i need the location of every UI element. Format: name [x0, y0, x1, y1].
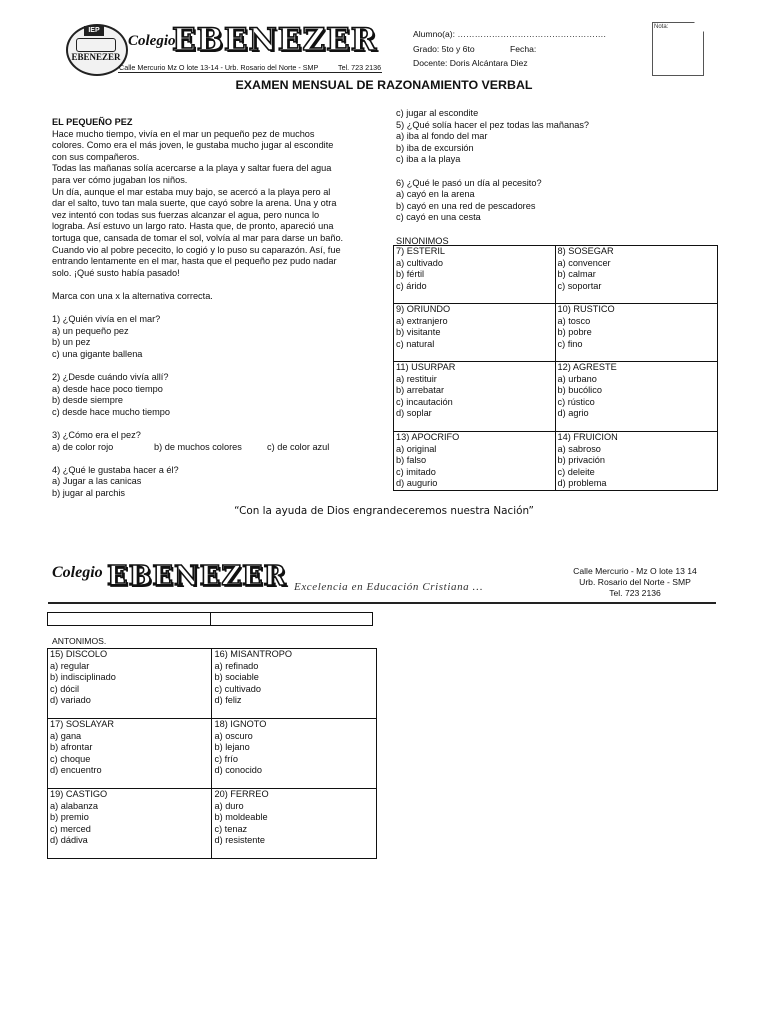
answer-option[interactable]: c) desde hace mucho tiempo: [52, 406, 170, 417]
answer-option[interactable]: d) resistente: [214, 835, 266, 846]
answer-option[interactable]: d) augurio: [396, 478, 438, 489]
question-5: 5) ¿Qué solía hacer el pez todas las mañanas?: [396, 119, 590, 130]
antonym-cell: [212, 789, 377, 859]
antonym-word: 16) MISANTROPO: [214, 649, 293, 659]
antonym-word: 17) SOSLAYAR: [50, 719, 114, 729]
antonym-word: 20) FERREO: [214, 789, 269, 799]
school-name-2: EBENEZER: [107, 561, 287, 592]
story-line: Un día, aunque el mar estaba muy bajo, se acercó a la playa pero al: [52, 186, 331, 197]
synonyms-label: SINONIMOS: [396, 235, 449, 246]
synonym-word: 10) RUSTICO: [557, 304, 615, 314]
story-line: para ver cómo jugaban los niños.: [52, 174, 188, 185]
answer-option[interactable]: b) falso: [396, 455, 427, 466]
answer-option[interactable]: a) desde hace poco tiempo: [52, 383, 163, 394]
synonym-cell: [555, 362, 718, 432]
antonym-word: 15) DISCOLO: [50, 649, 108, 659]
synonym-word: 13) APOCRIFO: [396, 432, 460, 442]
answer-option[interactable]: a) duro: [214, 800, 244, 811]
phone-line: Tel. 723 2136: [609, 588, 661, 598]
table-row: [394, 362, 718, 432]
answer-option[interactable]: a) urbano: [557, 373, 597, 384]
answer-option[interactable]: a) sabroso: [557, 443, 601, 454]
synonym-cell: [394, 246, 556, 304]
synonym-cell: [394, 362, 556, 432]
table-row: [48, 649, 377, 719]
story-line: Todas las mañanas solía acercarse a la playa y saltar fuera del agua: [52, 163, 332, 174]
page-title: EXAMEN MENSUAL DE RAZONAMIENTO VERBAL: [235, 78, 533, 92]
school-address: Calle Mercurio Mz O lote 13-14 - Urb. Rosario del Norte - SMP: [119, 63, 319, 72]
answer-option[interactable]: b) fértil: [396, 269, 425, 280]
colegio-label-2: Colegio: [52, 564, 103, 581]
answer-option[interactable]: a) tosco: [557, 315, 591, 326]
story-line: Hace mucho tiempo, vivía en el mar un pequeño pez de muchos: [52, 128, 315, 139]
answer-option[interactable]: c) incautación: [396, 396, 453, 407]
synonym-cell: [555, 304, 718, 362]
answer-option[interactable]: c) tenaz: [214, 823, 248, 834]
story-line: vez intentó con todas sus fuerzas alcanzar el agua, pero nunca lo: [52, 209, 320, 220]
synonym-word: 9) ORIUNDO: [396, 304, 451, 314]
answer-option[interactable]: a) un pequeño pez: [52, 325, 129, 336]
motto-quote: “Con la ayuda de Dios engrandeceremos nuestra Nación”: [234, 505, 534, 517]
antonyms-table: [47, 648, 377, 859]
answer-option[interactable]: c) deleite: [557, 466, 595, 477]
story-line: colores. Como era el más joven, le gustaba mucho jugar al escondite: [52, 140, 334, 151]
synonym-word: 8) SOSEGAR: [557, 246, 614, 256]
logo-iep-label: IEP: [84, 26, 104, 36]
answer-option[interactable]: b) premio: [50, 812, 89, 823]
answer-option[interactable]: a) de color rojo: [52, 441, 114, 452]
school-name: EBENEZER: [172, 22, 378, 58]
answer-option[interactable]: a) iba al fondo del mar: [396, 131, 488, 142]
answer-option[interactable]: b) calmar: [557, 269, 596, 280]
answer-option[interactable]: c) cayó en una cesta: [396, 212, 481, 223]
story-section: [52, 117, 343, 500]
story-line: con sus compañeros.: [52, 151, 140, 162]
question-4: 4) ¿Qué le gustaba hacer a él?: [52, 464, 179, 475]
answer-option[interactable]: b) moldeable: [214, 812, 268, 823]
synonym-word: 7) ESTERIL: [396, 246, 446, 256]
school-phone: Tel. 723 2136: [338, 63, 382, 72]
answer-option[interactable]: c) fino: [557, 338, 583, 349]
synonyms-table: [393, 245, 718, 491]
answer-option[interactable]: d) dádiva: [50, 835, 88, 846]
grade-box-label: Nota:: [654, 24, 669, 30]
synonym-cell: [394, 432, 556, 491]
address-line: Urb. Rosario del Norte - SMP: [579, 577, 691, 587]
answer-option[interactable]: c) iba a la playa: [396, 154, 461, 165]
date-field[interactable]: Fecha:: [510, 44, 537, 54]
answer-option[interactable]: c) cultivado: [214, 683, 261, 694]
story-line: dar el salto, tuvo tan mala suerte, que cayó sobre la arena. Una y otra: [52, 198, 337, 209]
story-line: tortuga que, cansada de tomar el sol, volvía al mar para darse un baño.: [52, 232, 344, 243]
table-row: [394, 246, 718, 304]
answer-option[interactable]: a) alabanza: [50, 800, 99, 811]
answer-option[interactable]: b) jugar al parchis: [52, 488, 126, 498]
synonym-word: 12) AGRESTE: [557, 362, 617, 372]
story-line: entrando lentamente en el mar, hasta que el pequeño pez pudo nadar: [52, 256, 337, 267]
tagline: Excelencia en Educación Cristiana …: [294, 581, 484, 593]
teacher-label: Docente: Doris Alcántara Diez: [413, 58, 528, 68]
antonym-word: 18) IGNOTO: [214, 719, 267, 729]
question-3: 3) ¿Cómo era el pez?: [52, 430, 141, 441]
answer-option[interactable]: a) convencer: [557, 257, 611, 268]
answer-option[interactable]: c) jugar al escondite: [396, 108, 479, 118]
answer-option[interactable]: d) problema: [557, 478, 607, 489]
answer-option[interactable]: a) cayó en la arena: [396, 189, 475, 200]
answer-option[interactable]: c) merced: [50, 823, 91, 834]
answer-option[interactable]: a) refinado: [214, 660, 259, 671]
antonym-cell: [48, 719, 212, 789]
answer-option[interactable]: b) bucólico: [557, 385, 602, 396]
antonym-cell: [48, 649, 212, 719]
answer-option[interactable]: d) feliz: [214, 695, 242, 706]
answer-option[interactable]: c) imitado: [396, 466, 436, 477]
story-line: lograba. Así estuvo un largo rato. Hasta que, de pronto, apareció una: [52, 221, 334, 232]
answer-option[interactable]: a) gana: [50, 730, 82, 741]
answer-option[interactable]: b) de muchos colores: [154, 441, 242, 452]
antonyms-label: ANTONIMOS.: [52, 636, 107, 646]
answer-option[interactable]: b) arrebatar: [396, 385, 445, 396]
antonym-cell: [48, 789, 212, 859]
table-row: [48, 719, 377, 789]
answer-option[interactable]: d) soplar: [396, 408, 432, 419]
synonym-word: 14) FRUICION: [557, 432, 618, 442]
question-6: 6) ¿Qué le pasó un día al pecesito?: [396, 177, 542, 188]
answer-option[interactable]: a) restituir: [396, 373, 437, 384]
table-row: [394, 432, 718, 491]
answer-option[interactable]: c) natural: [396, 338, 435, 349]
student-name-field[interactable]: Alumno(a): …………………………………………….: [413, 29, 606, 39]
answer-option[interactable]: b) desde siempre: [52, 395, 123, 406]
answer-option[interactable]: b) lejano: [214, 742, 250, 753]
answer-option[interactable]: b) un pez: [52, 337, 91, 348]
colegio-label: Colegio: [128, 33, 176, 49]
question-2: 2) ¿Desde cuándo vivía allí?: [52, 372, 169, 383]
answer-option[interactable]: d) agrio: [557, 408, 589, 419]
answer-option[interactable]: a) original: [396, 443, 437, 454]
table-row: [394, 304, 718, 362]
answer-option[interactable]: d) encuentro: [50, 765, 102, 776]
answer-option[interactable]: b) pobre: [557, 327, 592, 338]
table-row: [48, 789, 377, 859]
story-line: solo. ¡Qué susto había pasado!: [52, 267, 180, 278]
instruction-text: Marca con una x la alternativa correcta.: [52, 290, 213, 301]
story-heading: EL PEQUEÑO PEZ: [52, 117, 133, 127]
antonym-cell: [212, 719, 377, 789]
header-divider: [118, 72, 382, 73]
answer-option[interactable]: c) rústico: [557, 396, 595, 407]
answer-option[interactable]: c) árido: [396, 280, 427, 291]
synonym-cell: [555, 246, 718, 304]
answer-option[interactable]: c) dócil: [50, 683, 80, 694]
name-field[interactable]: [47, 612, 211, 626]
answer-option[interactable]: d) variado: [50, 695, 91, 706]
answer-option[interactable]: a) Jugar a las canicas: [52, 476, 142, 487]
story-line: Cuando vio al pobre pececito, lo cogió y lo puso su caparazón. Así, fue: [52, 244, 341, 255]
book-icon: [76, 38, 116, 52]
answer-option[interactable]: c) frío: [214, 753, 238, 764]
answer-option[interactable]: c) una gigante ballena: [52, 348, 143, 359]
questions-right: [396, 108, 589, 247]
answer-option[interactable]: b) sociable: [214, 672, 259, 683]
answer-option[interactable]: a) cultivado: [396, 257, 443, 268]
synonym-cell: [394, 304, 556, 362]
answer-option[interactable]: b) iba de excursión: [396, 142, 474, 153]
grade-label: Grado: 5to y 6to: [413, 44, 475, 54]
answer-option[interactable]: a) regular: [50, 660, 90, 671]
address-line: Calle Mercurio - Mz O lote 13 14: [573, 566, 697, 576]
synonym-word: 11) USURPAR: [396, 362, 456, 372]
answer-option[interactable]: c) choque: [50, 753, 91, 764]
question-1: 1) ¿Quién vivía en el mar?: [52, 314, 161, 325]
answer-option[interactable]: a) oscuro: [214, 730, 253, 741]
synonym-cell: [555, 432, 718, 491]
answer-option[interactable]: c) de color azul: [267, 441, 330, 452]
answer-option[interactable]: c) soportar: [557, 280, 602, 291]
answer-option[interactable]: b) privación: [557, 455, 605, 466]
answer-option[interactable]: d) conocido: [214, 765, 262, 776]
answer-option[interactable]: b) indisciplinado: [50, 672, 116, 683]
antonym-cell: [212, 649, 377, 719]
date-field-2[interactable]: [209, 612, 373, 626]
logo-badge-word: EBENEZER: [71, 52, 121, 62]
answer-option[interactable]: b) cayó en una red de pescadores: [396, 200, 536, 211]
school-contact: [560, 566, 710, 599]
antonym-word: 19) CASTIGO: [50, 789, 108, 799]
header-divider-2: [48, 602, 716, 604]
answer-option[interactable]: a) extranjero: [396, 315, 448, 326]
answer-option[interactable]: b) visitante: [396, 327, 441, 338]
answer-option[interactable]: b) afrontar: [50, 742, 93, 753]
